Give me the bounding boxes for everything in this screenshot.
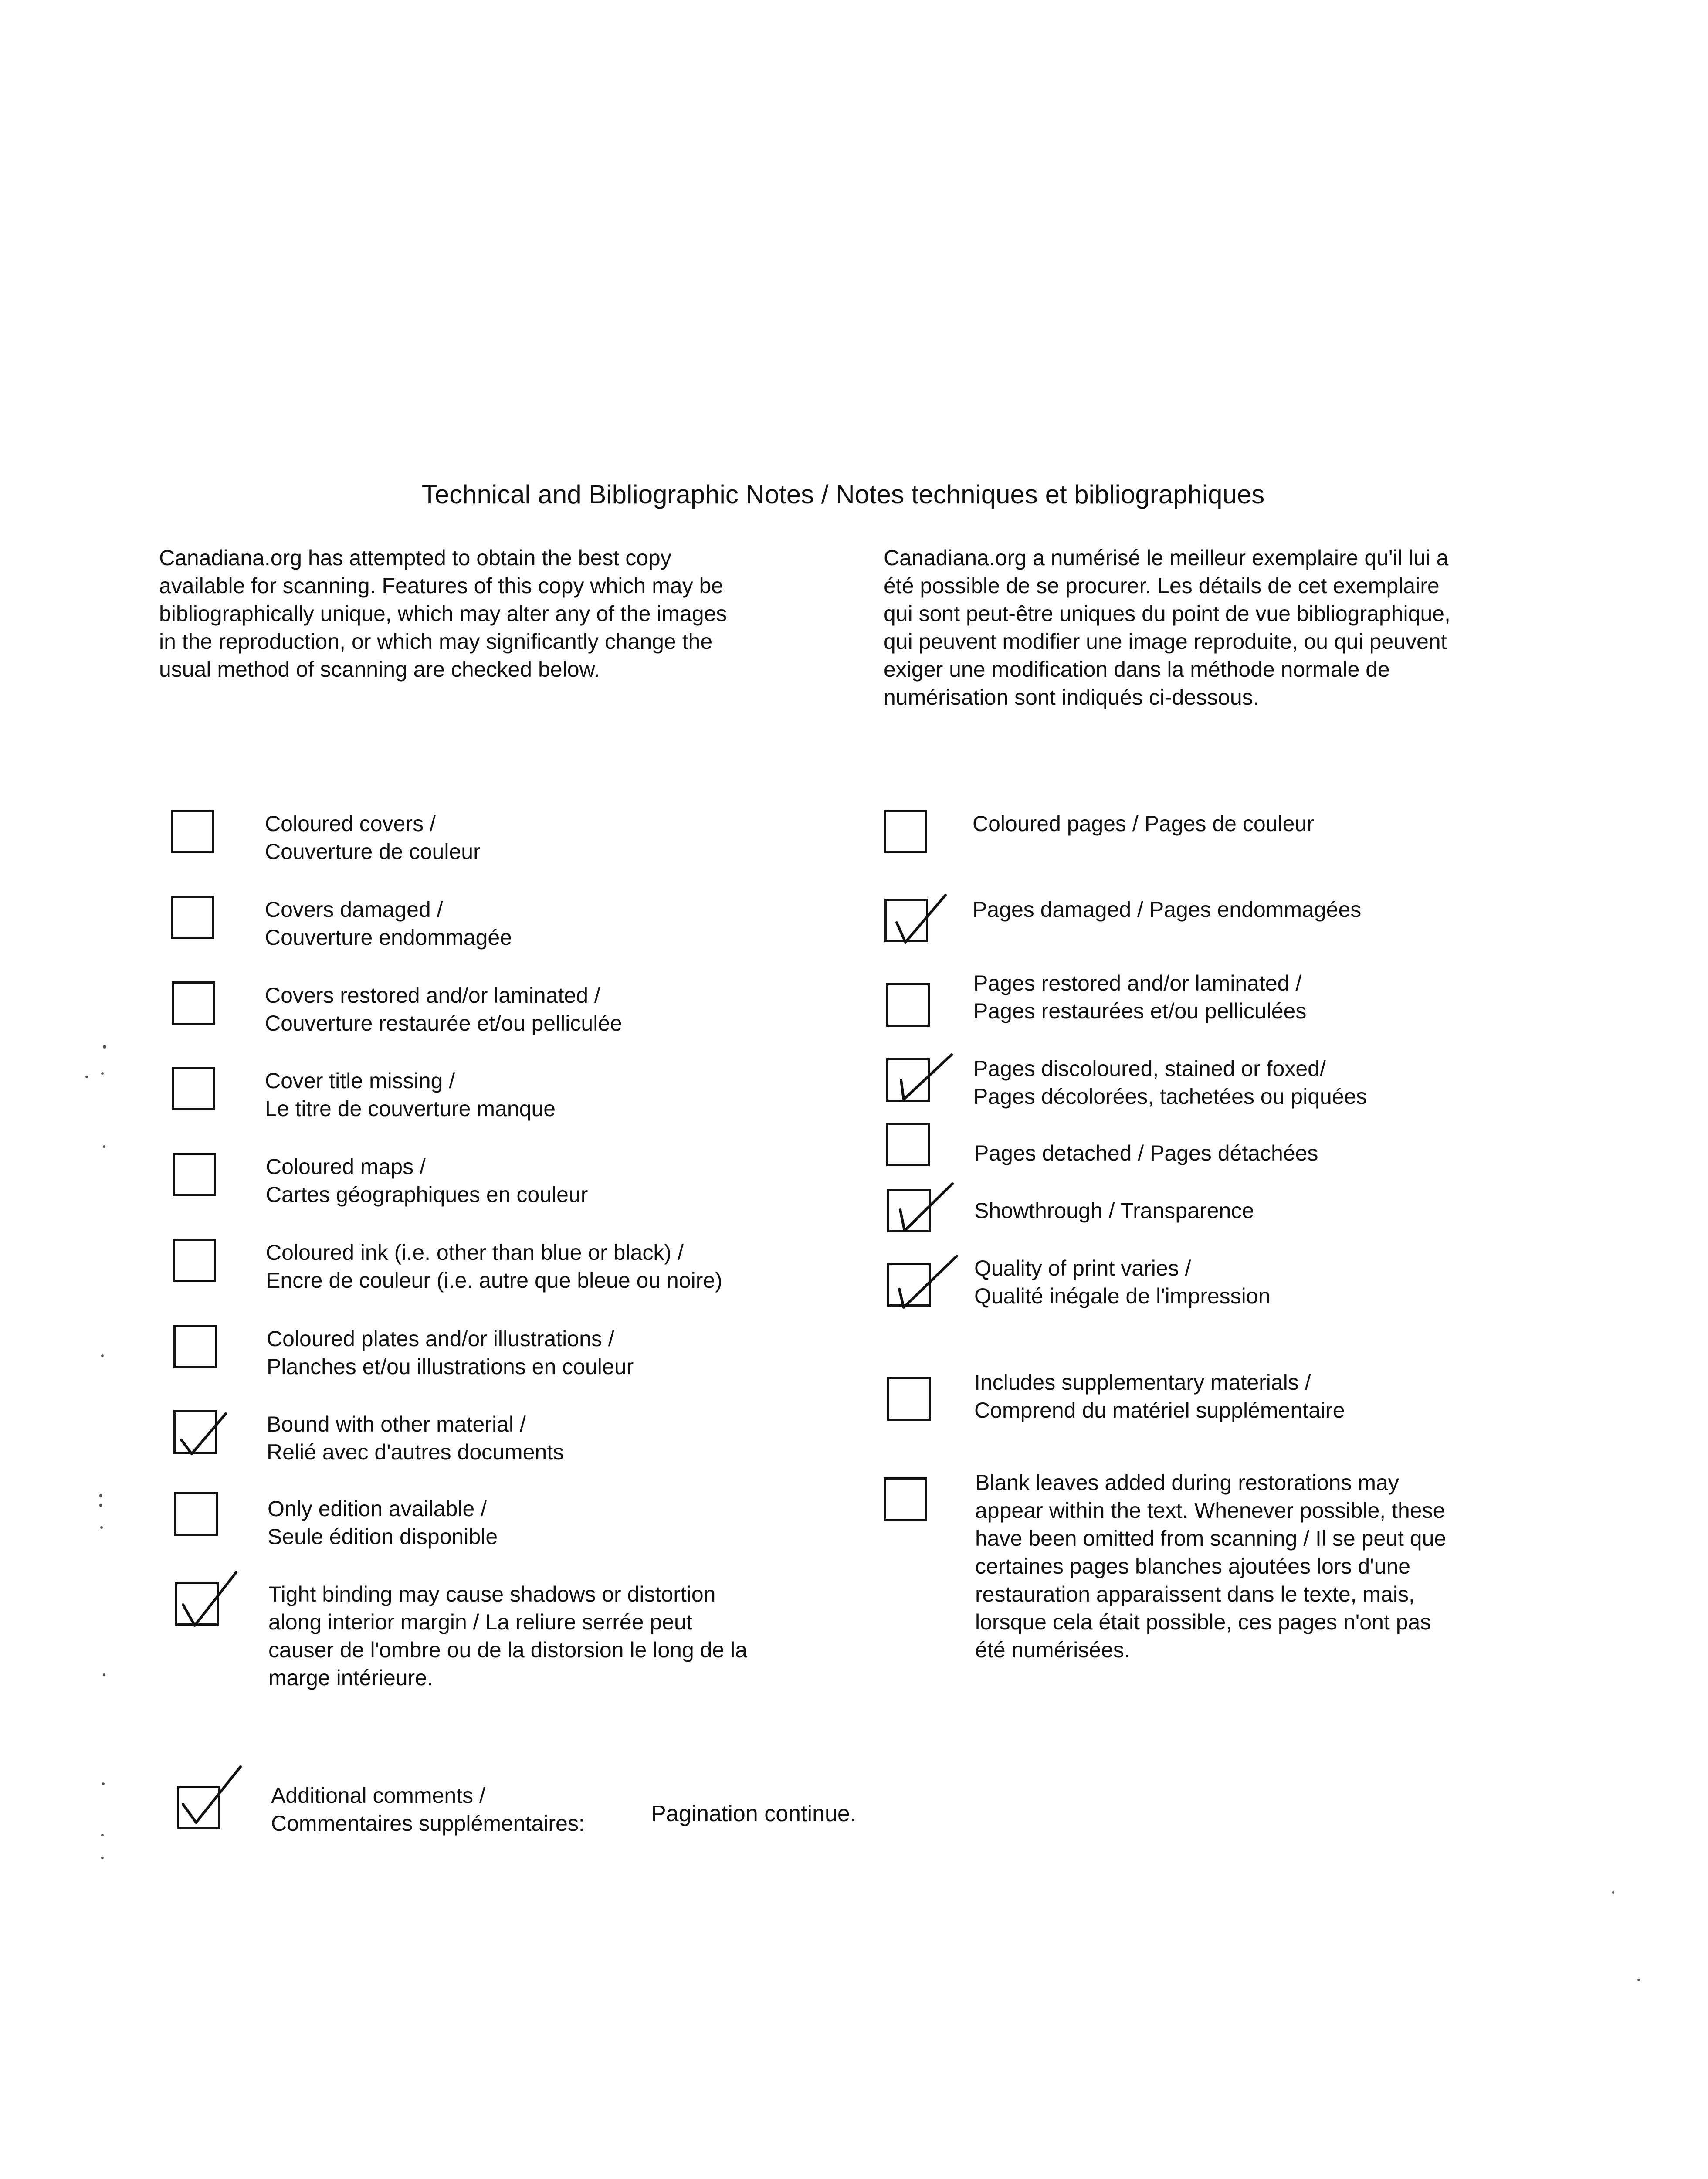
- checkmark-icon: [887, 1263, 961, 1315]
- speck: [1637, 1979, 1640, 1981]
- checkbox-tight-binding[interactable]: [175, 1582, 219, 1626]
- checkbox-coloured-plates[interactable]: [173, 1325, 217, 1368]
- intro-line: qui peuvent modifier une image reproduite, ou qui peuvent: [884, 629, 1447, 654]
- speck: [85, 1076, 88, 1078]
- checkmark-icon: [884, 899, 959, 951]
- label-pages-damaged: Pages damaged / Pages endommagées: [973, 897, 1362, 922]
- checkbox-coloured-ink[interactable]: [173, 1239, 216, 1282]
- intro-line: in the reproduction, or which may significantly change the: [159, 629, 713, 654]
- speck: [100, 1526, 103, 1529]
- speck: [103, 1045, 106, 1049]
- intro-line: bibliographically unique, which may alter any of the images: [159, 601, 727, 626]
- checkbox-blank-leaves[interactable]: [884, 1477, 927, 1521]
- intro-line: available for scanning. Features of this copy which may be: [159, 574, 724, 598]
- checkbox-supplementary-materials[interactable]: [887, 1377, 931, 1421]
- speck: [101, 1072, 104, 1075]
- checkbox-pages-restored[interactable]: [886, 983, 930, 1027]
- checkbox-coloured-maps[interactable]: [173, 1153, 216, 1196]
- checkmark-icon: [175, 1582, 241, 1634]
- label-blank-leaves: Blank leaves added during restorations may appear within the text. Whenever possible, these have been omitted from scanning / Il se peut que certaines pages blanches ajoutées lors d'une restauration apparaissent dans le texte, mais, lorsque cela était possible, ces pages n'ont pas été numérisées.: [975, 1470, 1447, 1662]
- checkbox-additional-comments[interactable]: [177, 1786, 220, 1829]
- intro-line: exiger une modification dans la méthode normale de: [884, 657, 1390, 682]
- checkbox-covers-restored[interactable]: [172, 981, 215, 1025]
- checkmark-icon: [177, 1786, 251, 1843]
- speck: [99, 1504, 102, 1507]
- intro-line: qui sont peut-être uniques du point de vue bibliographique,: [884, 601, 1450, 626]
- intro-line: été possible de se procurer. Les détails de cet exemplaire: [884, 574, 1440, 598]
- speck: [103, 1145, 105, 1148]
- label-pages-discoloured: Pages discoloured, stained or foxed/ Pages décolorées, tachetées ou piquées: [973, 1056, 1367, 1109]
- checkbox-only-edition-available[interactable]: [174, 1492, 218, 1536]
- speck: [103, 1673, 105, 1676]
- label-only-edition-available: Only edition available / Seule édition disponible: [268, 1497, 498, 1549]
- label-supplementary-materials: Includes supplementary materials / Comprend du matériel supplémentaire: [974, 1370, 1345, 1422]
- checkbox-pages-discoloured[interactable]: [886, 1058, 930, 1102]
- intro-french: [884, 544, 1450, 711]
- speck: [1612, 1891, 1614, 1894]
- label-coloured-pages: Coloured pages / Pages de couleur: [973, 811, 1314, 836]
- checkbox-covers-damaged[interactable]: [171, 896, 214, 939]
- label-showthrough: Showthrough / Transparence: [974, 1198, 1254, 1223]
- label-coloured-maps: Coloured maps / Cartes géographiques en couleur: [266, 1154, 588, 1207]
- checkmark-icon: [173, 1410, 239, 1463]
- label-coloured-covers: Coloured covers / Couverture de couleur: [265, 811, 481, 864]
- label-covers-restored: Covers restored and/or laminated / Couverture restaurée et/ou pelliculée: [265, 983, 622, 1035]
- label-pages-restored: Pages restored and/or laminated / Pages restaurées et/ou pelliculées: [973, 971, 1307, 1023]
- label-cover-title-missing: Cover title missing / Le titre de couverture manque: [265, 1069, 556, 1121]
- label-bound-with-other-material: Bound with other material / Relié avec d'autres documents: [267, 1412, 564, 1464]
- additional-comments-text: Pagination continue.: [651, 1801, 857, 1826]
- label-quality-of-print-varies: Quality of print varies / Qualité inégale de l'impression: [974, 1256, 1271, 1308]
- label-covers-damaged: Covers damaged / Couverture endommagée: [265, 897, 512, 950]
- checkbox-pages-damaged[interactable]: [884, 899, 928, 942]
- speck: [101, 1354, 104, 1357]
- label-tight-binding: Tight binding may cause shadows or distortion along interior margin / La reliure serrée peut causer de l'ombre ou de la distorsion le long de la marge intérieure.: [268, 1582, 748, 1690]
- checkbox-bound-with-other-material[interactable]: [173, 1410, 217, 1454]
- checkbox-pages-detached[interactable]: [886, 1123, 930, 1166]
- label-additional-comments: Additional comments / Commentaires supplémentaires:: [271, 1783, 585, 1836]
- label-coloured-ink: Coloured ink (i.e. other than blue or black) / Encre de couleur (i.e. autre que bleue ou noire): [266, 1240, 722, 1293]
- checkmark-icon: [887, 1189, 961, 1241]
- label-coloured-plates: Coloured plates and/or illustrations / Planches et/ou illustrations en couleur: [267, 1327, 634, 1379]
- speck: [101, 1857, 104, 1859]
- speck: [102, 1782, 105, 1785]
- intro-english: [159, 544, 727, 683]
- checkbox-coloured-covers[interactable]: [171, 810, 214, 853]
- checkbox-showthrough[interactable]: [887, 1189, 931, 1232]
- checkbox-quality-of-print-varies[interactable]: [887, 1263, 931, 1307]
- intro-line: usual method of scanning are checked below.: [159, 657, 600, 682]
- checkbox-cover-title-missing[interactable]: [172, 1067, 215, 1110]
- label-pages-detached: Pages detached / Pages détachées: [974, 1141, 1318, 1165]
- intro-line: Canadiana.org a numérisé le meilleur exemplaire qu'il lui a: [884, 546, 1449, 570]
- page-title: Technical and Bibliographic Notes / Notes techniques et bibliographiques: [421, 480, 1265, 509]
- speck: [101, 1834, 104, 1836]
- intro-line: Canadiana.org has attempted to obtain the best copy: [159, 546, 671, 570]
- intro-line: numérisation sont indiqués ci-dessous.: [884, 685, 1259, 709]
- speck: [99, 1494, 102, 1497]
- checkbox-coloured-pages[interactable]: [884, 810, 927, 853]
- checkmark-icon: [886, 1058, 960, 1110]
